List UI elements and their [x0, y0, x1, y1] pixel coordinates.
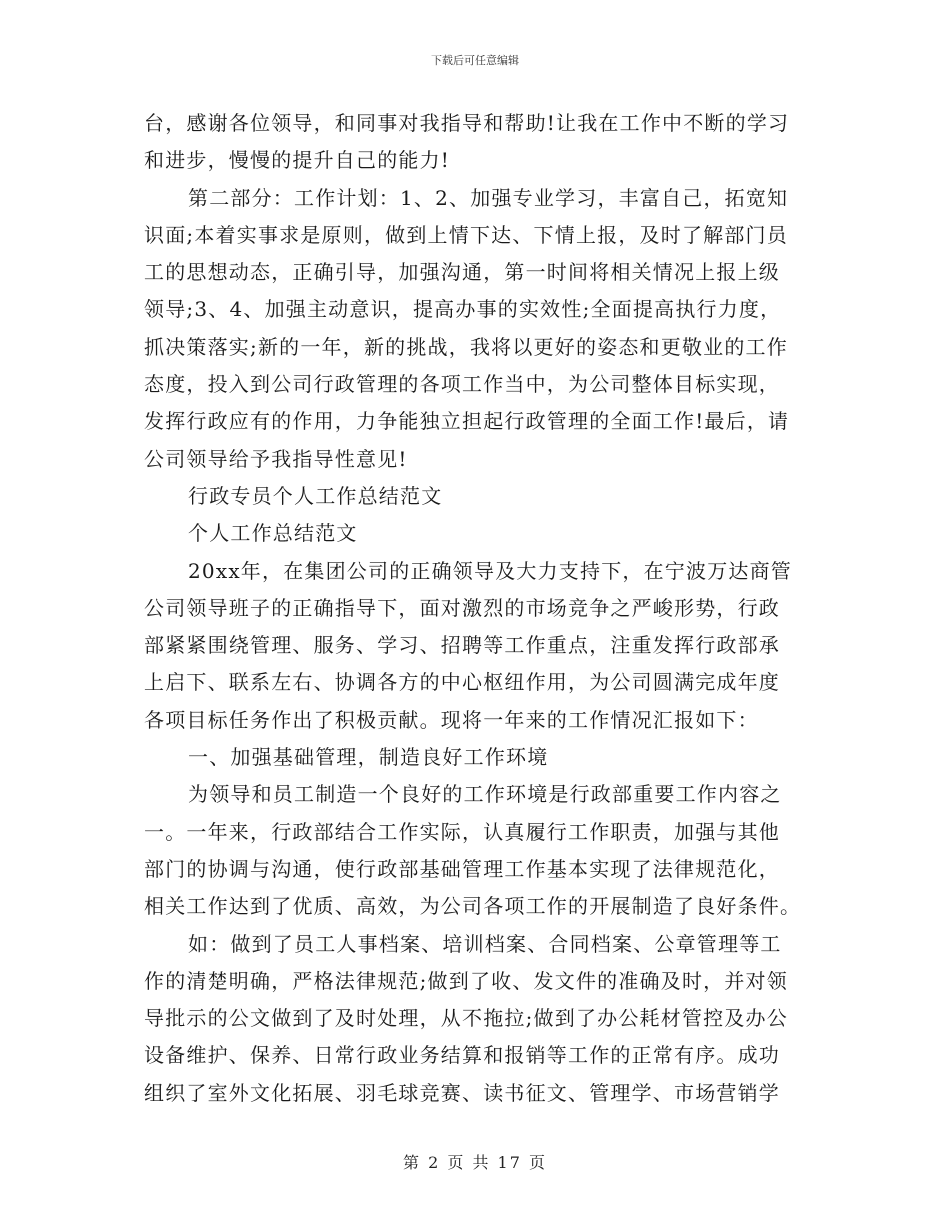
text-line: 上启下、联系左右、协调各方的中心枢纽作用，为公司圆满完成年度: [144, 670, 780, 695]
text-line: 作的清楚明确，严格法律规范;做到了收、发文件的准确及时，并对领: [144, 968, 788, 993]
text-line: 态度，投入到公司行政管理的各项工作当中，为公司整体目标实现，: [144, 372, 780, 397]
section-heading: 个人工作总结范文: [188, 521, 358, 546]
text-line: 公司领导给予我指导性意见!: [144, 446, 408, 471]
text-line: 第二部分：工作计划：1、2、加强专业学习，丰富自己，拓宽知: [188, 185, 789, 210]
text-line: 抓决策落实;新的一年，新的挑战，我将以更好的姿态和更敬业的工作: [144, 334, 788, 359]
text-line: 识面;本着实事求是原则，做到上情下达、下情上报，及时了解部门员: [144, 222, 788, 247]
text-line: 部门的协调与沟通，使行政部基础管理工作基本实现了法律规范化，: [144, 856, 780, 881]
text-line: 相关工作达到了优质、高效，为公司各项工作的开展制造了良好条件。: [144, 894, 802, 919]
text-line: 公司领导班子的正确指导下，面对激烈的市场竞争之严峻形势，行政: [144, 595, 780, 620]
page-number: 第 2 页 共 17 页: [403, 1153, 547, 1172]
text-line: 20xx年，在集团公司的正确领导及大力支持下，在宁波万达商管: [188, 558, 793, 583]
text-line: 部紧紧围绕管理、服务、学习、招聘等工作重点，注重发挥行政部承: [144, 633, 780, 658]
section-heading: 一、加强基础管理，制造良好工作环境: [188, 745, 549, 770]
text-line: 如：做到了员工人事档案、培训档案、合同档案、公章管理等工: [188, 931, 782, 956]
text-line: 领导;3、4、加强主动意识，提高办事的实效性;全面提高执行力度，: [144, 297, 782, 322]
text-line: 各项目标任务作出了积极贡献。现将一年来的工作情况汇报如下：: [144, 707, 759, 732]
page-header: 下载后可任意编辑: [431, 54, 519, 67]
text-line: 导批示的公文做到了及时处理，从不拖拉;做到了办公耗材管控及办公: [144, 1006, 788, 1031]
text-line: 设备维护、保养、日常行政业务结算和报销等工作的正常有序。成功: [144, 1043, 780, 1068]
text-line: 组织了室外文化拓展、羽毛球竞赛、读书征文、管理学、市场营销学: [144, 1080, 780, 1105]
document-body: [144, 105, 806, 1112]
text-line: 和进步，慢慢的提升自己的能力!: [144, 148, 451, 173]
text-line: 工的思想动态，正确引导，加强沟通，第一时间将相关情况上报上级: [144, 260, 780, 285]
text-line: 台，感谢各位领导，和同事对我指导和帮助!让我在工作中不断的学习: [144, 111, 790, 135]
text-line: 为领导和员工制造一个良好的工作环境是行政部重要工作内容之: [188, 782, 782, 807]
text-line: 一。一年来，行政部结合工作实际，认真履行工作职责，加强与其他: [144, 819, 780, 844]
text-line: 发挥行政应有的作用，力争能独立担起行政管理的全面工作!最后，请: [144, 409, 790, 434]
section-heading: 行政专员个人工作总结范文: [188, 483, 443, 508]
